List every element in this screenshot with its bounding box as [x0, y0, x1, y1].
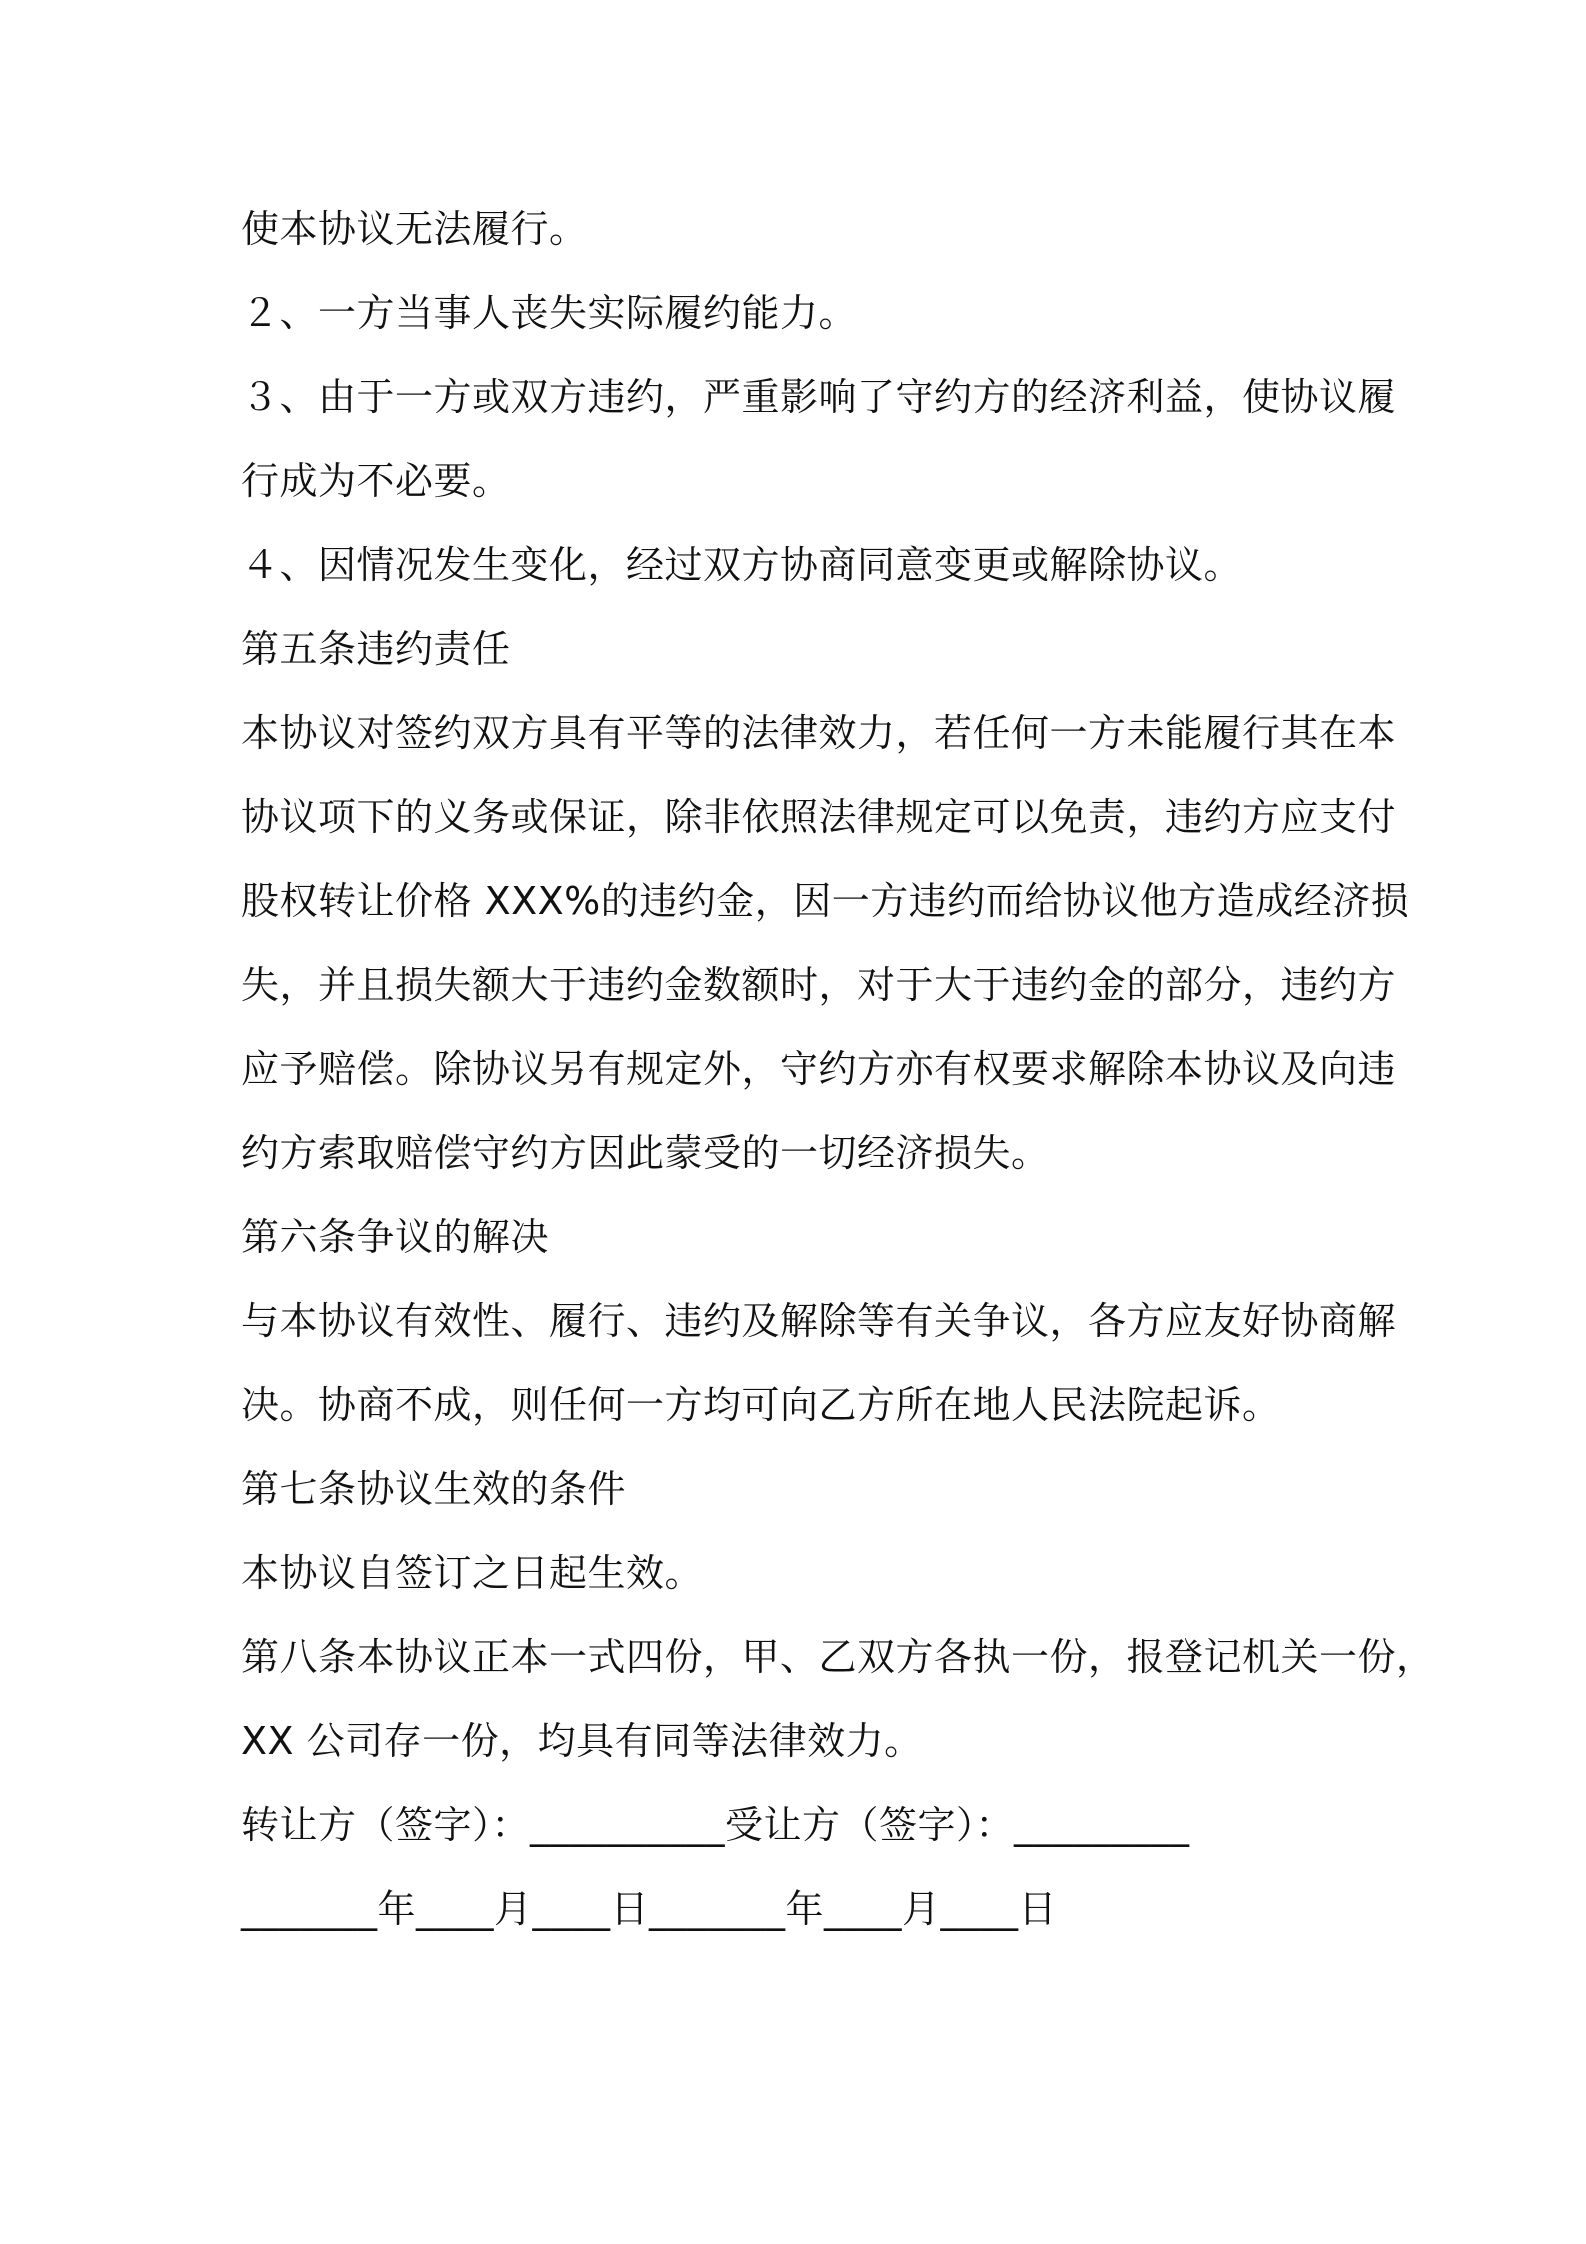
paragraph-line: 协议项下的义务或保证，除非依照法律规定可以免责，违约方应支付	[241, 795, 1397, 839]
paragraph-line: 第八条本协议正本一式四份，甲、乙双方各执一份，报登记机关一份，	[241, 1635, 1435, 1679]
paragraph-line: 与本协议有效性、履行、违约及解除等有关争议，各方应友好协商解	[241, 1299, 1397, 1343]
paragraph-line: ４、因情况发生变化，经过双方协商同意变更或解除协议。	[241, 543, 1243, 587]
date-line: _______年____月____日_______年____月____日	[241, 1887, 1058, 1931]
paragraph-line: 本协议自签订之日起生效。	[241, 1551, 704, 1595]
section-heading: 第五条违约责任	[241, 627, 511, 671]
paragraph-line: 本协议对签约双方具有平等的法律效力，若任何一方未能履行其在本	[241, 711, 1397, 755]
paragraph-line: 行成为不必要。	[241, 459, 511, 503]
signature-line: 转让方（签字）：__________受让方（签字）：_________	[241, 1803, 1190, 1847]
paragraph-line: 应予赔偿。除协议另有规定外，守约方亦有权要求解除本协议及向违	[241, 1047, 1397, 1091]
section-heading: 第七条协议生效的条件	[241, 1467, 627, 1511]
paragraph-line: 股权转让价格 XXX%的违约金，因一方违约而给协议他方造成经济损	[241, 879, 1410, 923]
paragraph-line: 失，并且损失额大于违约金数额时，对于大于违约金的部分，违约方	[241, 963, 1397, 1007]
paragraph-line: ２、一方当事人丧失实际履约能力。	[241, 291, 858, 335]
section-heading: 第六条争议的解决	[241, 1215, 550, 1259]
paragraph-line: 决。协商不成，则任何一方均可向乙方所在地人民法院起诉。	[241, 1383, 1281, 1427]
paragraph-line: XX 公司存一份，均具有同等法律效力。	[241, 1719, 923, 1763]
paragraph-line: 使本协议无法履行。	[241, 207, 588, 251]
paragraph-line: 约方索取赔偿守约方因此蒙受的一切经济损失。	[241, 1131, 1050, 1175]
paragraph-line: ３、由于一方或双方违约，严重影响了守约方的经济利益，使协议履	[241, 375, 1397, 419]
